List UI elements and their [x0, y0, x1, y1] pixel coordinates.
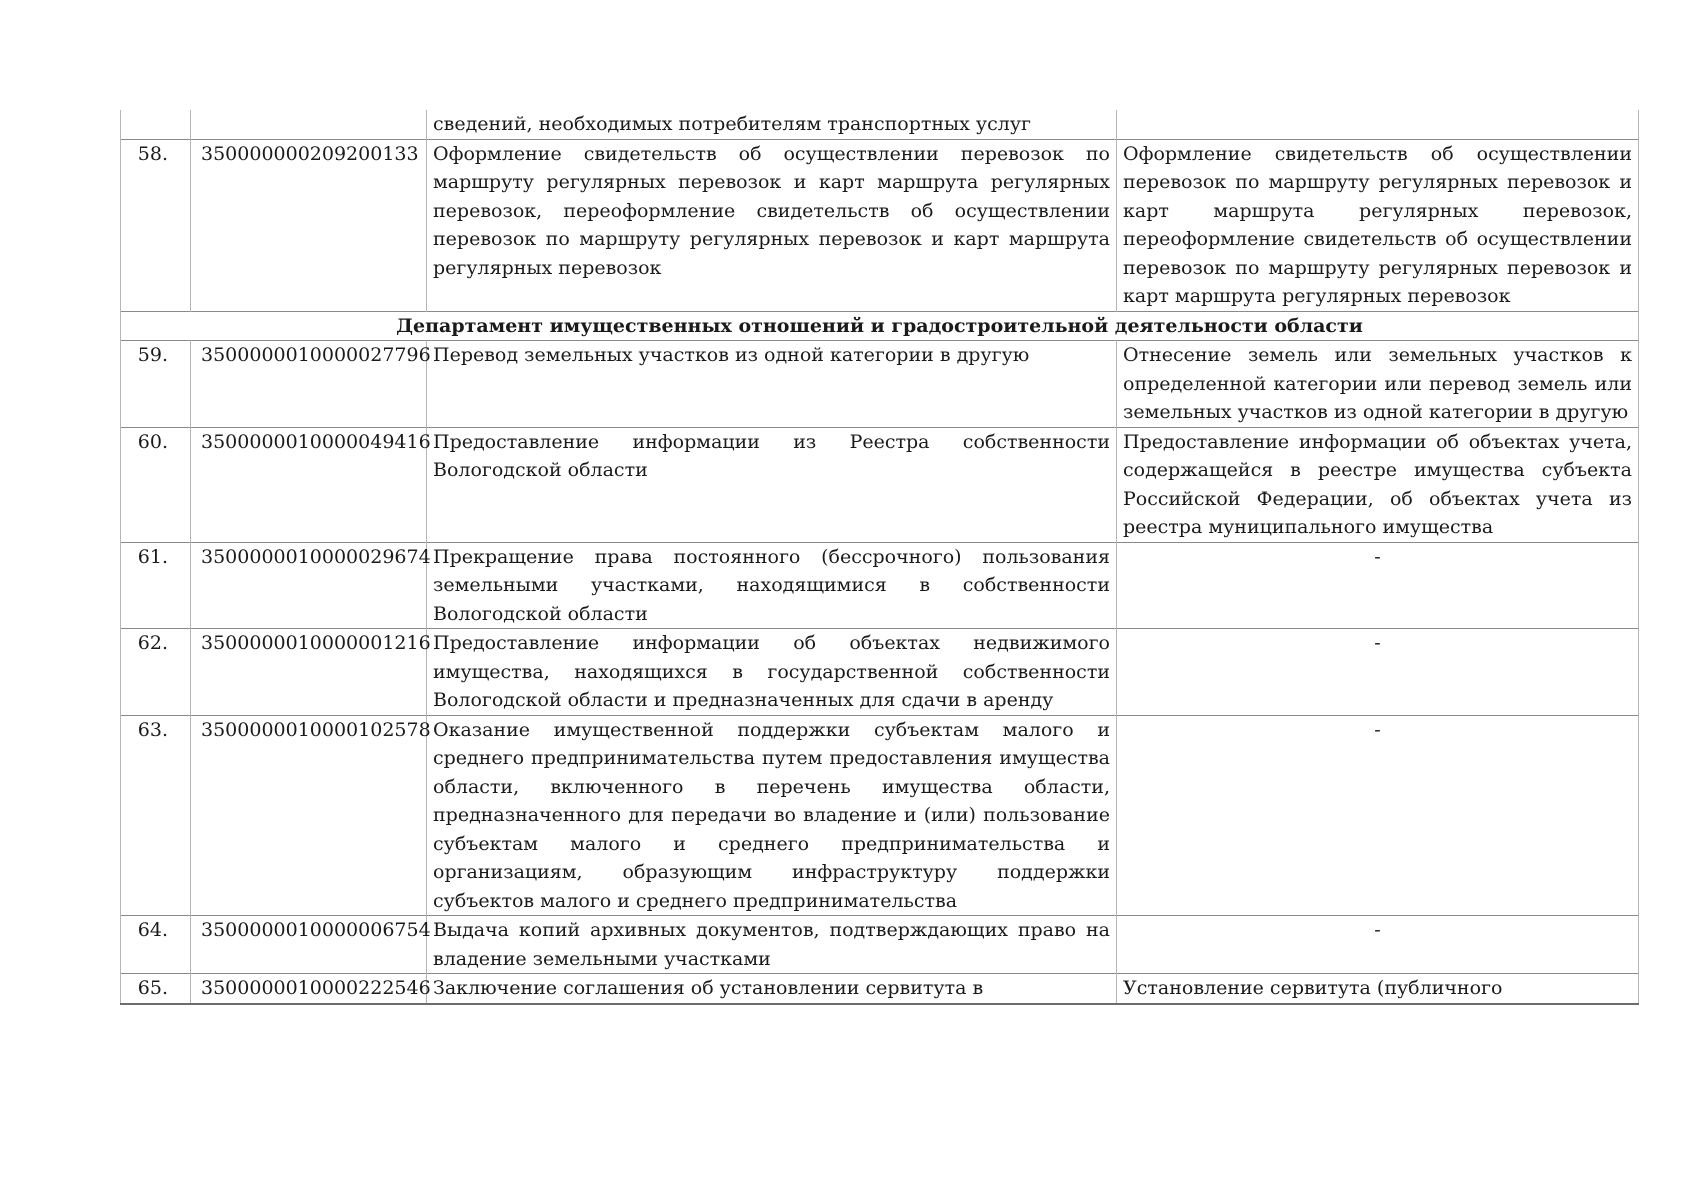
- service-code: 3500000010000102578: [191, 715, 427, 916]
- row-number: 58.: [121, 139, 191, 311]
- service-code: 3500000010000222546: [191, 974, 427, 1004]
- table-row: [121, 110, 1639, 139]
- table-row: [121, 542, 1639, 629]
- service-code: [191, 110, 427, 139]
- row-number: 63.: [121, 715, 191, 916]
- service-code: 3500000010000006754: [191, 916, 427, 974]
- service-name: Предоставление информации об объектах недвижимого имущества, находящихся в государственной собственности Вологодской области и предназначенных для сдачи в аренду: [427, 629, 1117, 716]
- row-number: 60.: [121, 427, 191, 542]
- service-code: 3500000010000049416: [191, 427, 427, 542]
- service-name: Оформление свидетельств об осуществлении перевозок по маршруту регулярных перевозок и карт маршрута регулярных перевозок, переоформление свидетельств об осуществлении перевозок по маршруту регулярных перевозок и карт маршрута регулярных перевозок: [427, 139, 1117, 311]
- row-number: 64.: [121, 916, 191, 974]
- table-row: [121, 139, 1639, 311]
- row-number: 59.: [121, 341, 191, 428]
- table-row: [121, 629, 1639, 716]
- federal-service-name: -: [1117, 629, 1639, 716]
- service-name: Выдача копий архивных документов, подтверждающих право на владение земельными участками: [427, 916, 1117, 974]
- section-row: [121, 311, 1639, 341]
- table-row: [121, 427, 1639, 542]
- table-row: [121, 341, 1639, 428]
- federal-service-name: -: [1117, 542, 1639, 629]
- federal-service-name: -: [1117, 916, 1639, 974]
- federal-service-name: [1117, 110, 1639, 139]
- federal-service-name: Оформление свидетельств об осуществлении перевозок по маршруту регулярных перевозок и карт маршрута регулярных перевозок, переоформление свидетельств об осуществлении перевозок по маршруту регулярных перевозок и карт маршрута регулярных перевозок: [1117, 139, 1639, 311]
- service-code: 3500000010000001216: [191, 629, 427, 716]
- federal-service-name: Установление сервитута (публичного: [1117, 974, 1639, 1004]
- services-table: [120, 110, 1639, 1005]
- service-code: 3500000010000029674: [191, 542, 427, 629]
- row-number: 65.: [121, 974, 191, 1004]
- table-row: [121, 715, 1639, 916]
- row-number: 61.: [121, 542, 191, 629]
- service-code: 350000000209200133: [191, 139, 427, 311]
- service-name: Предоставление информации из Реестра собственности Вологодской области: [427, 427, 1117, 542]
- federal-service-name: Отнесение земель или земельных участков к определенной категории или перевод земель или земельных участков из одной категории в другую: [1117, 341, 1639, 428]
- service-name: Заключение соглашения об установлении сервитута в: [427, 974, 1117, 1004]
- federal-service-name: Предоставление информации об объектах учета, содержащейся в реестре имущества субъекта Российской Федерации, об объектах учета из реестра муниципального имущества: [1117, 427, 1639, 542]
- service-name: Прекращение права постоянного (бессрочного) пользования земельными участками, находящимися в собственности Вологодской области: [427, 542, 1117, 629]
- section-title: Департамент имущественных отношений и градостроительной деятельности области: [121, 311, 1639, 341]
- service-code: 3500000010000027796: [191, 341, 427, 428]
- service-name: Оказание имущественной поддержки субъектам малого и среднего предпринимательства путем предоставления имущества области, включенного в перечень имущества области, предназначенного для передачи во владение и (или) пользование субъектам малого и среднего предпринимательства и организациям, образующим инфраструктуру поддержки субъектов малого и среднего предпринимательства: [427, 715, 1117, 916]
- row-number: [121, 110, 191, 139]
- document-page: [120, 110, 1638, 1005]
- table-row: [121, 974, 1639, 1004]
- row-number: 62.: [121, 629, 191, 716]
- federal-service-name: -: [1117, 715, 1639, 916]
- service-name: Перевод земельных участков из одной категории в другую: [427, 341, 1117, 428]
- table-row: [121, 916, 1639, 974]
- service-name: сведений, необходимых потребителям транспортных услуг: [427, 110, 1117, 139]
